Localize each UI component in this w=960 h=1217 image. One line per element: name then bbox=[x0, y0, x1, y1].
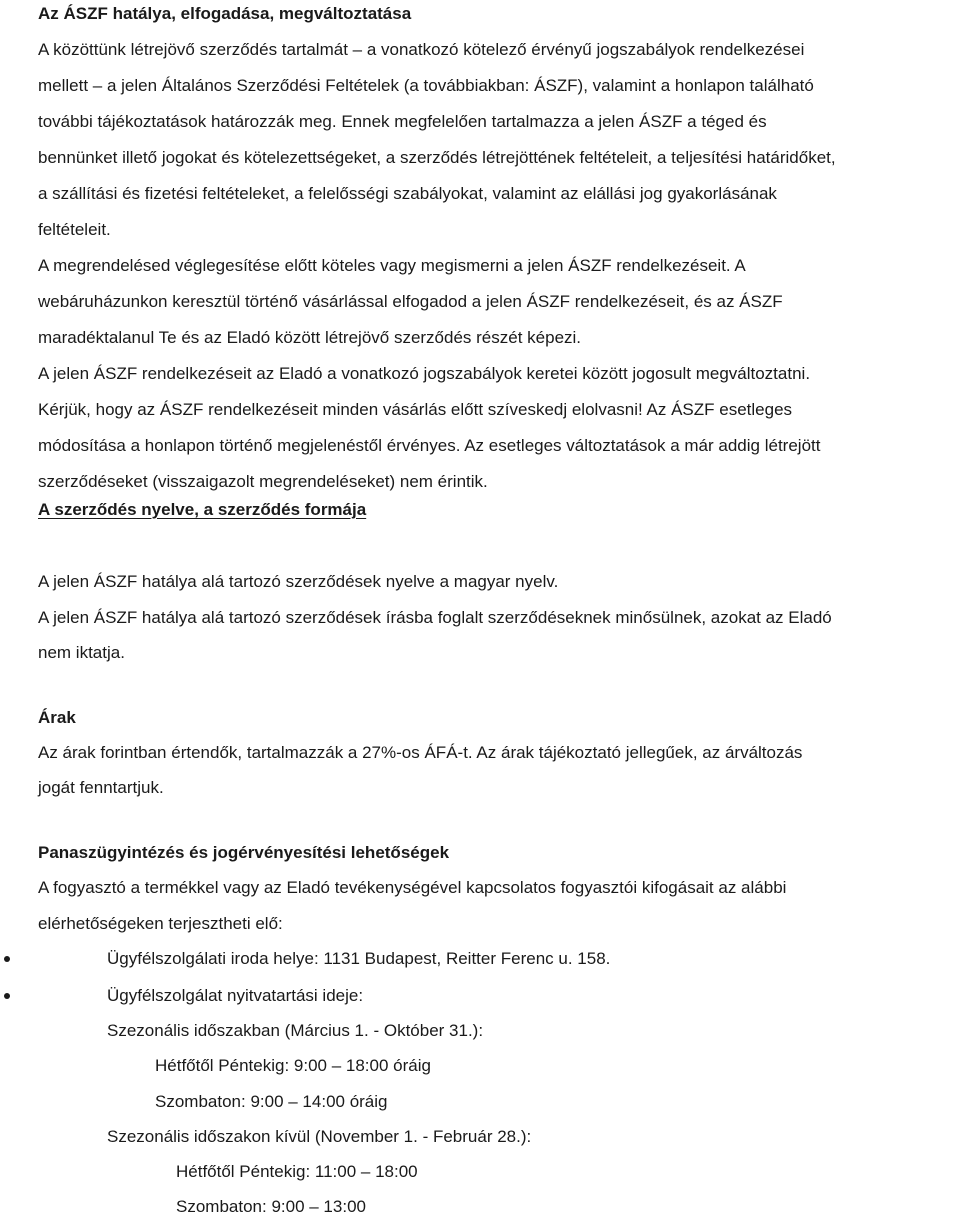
paragraph-line: elérhetőségeken terjesztheti elő: bbox=[38, 914, 283, 933]
list-item-opening-hours: Ügyfélszolgálat nyitvatartási ideje: bbox=[107, 986, 364, 1005]
paragraph-line: jogát fenntartjuk. bbox=[38, 778, 164, 797]
paragraph-line: a szállítási és fizetési feltételeket, a felelősségi szabályokat, valamint az elállási jog gyakorlásának bbox=[38, 184, 777, 203]
hours-weekdays: Hétfőtől Péntekig: 11:00 – 18:00 bbox=[176, 1162, 418, 1181]
section-heading-aszf-scope: Az ÁSZF hatálya, elfogadása, megváltoztatása bbox=[38, 4, 412, 23]
paragraph-line: bennünket illető jogokat és kötelezettségeket, a szerződés létrejöttének feltételeit, a teljesítési határidőket, bbox=[38, 148, 836, 167]
section-heading-prices: Árak bbox=[38, 708, 76, 727]
paragraph-line: Az árak forintban értendők, tartalmazzák a 27%-os ÁFÁ-t. Az árak tájékoztató jellegűek, az árváltozás bbox=[38, 743, 803, 762]
paragraph-line: A jelen ÁSZF hatálya alá tartozó szerződések írásba foglalt szerződéseknek minősülnek, azokat az Eladó bbox=[38, 608, 832, 627]
paragraph-line: webáruházunkon keresztül történő vásárlással elfogadod a jelen ÁSZF rendelkezéseit, és az ÁSZF bbox=[38, 292, 783, 311]
paragraph-line: nem iktatja. bbox=[38, 643, 125, 662]
paragraph-line: A fogyasztó a termékkel vagy az Eladó tevékenységével kapcsolatos fogyasztói kifogásait az alábbi bbox=[38, 878, 787, 897]
paragraph-line: további tájékoztatások határozzák meg. Ennek megfelelően tartalmazza a jelen ÁSZF a téged és bbox=[38, 112, 767, 131]
section-heading-contract-language: A szerződés nyelve, a szerződés formája bbox=[38, 500, 367, 519]
section-heading-complaints: Panaszügyintézés és jogérvényesítési lehetőségek bbox=[38, 843, 450, 862]
paragraph-line: A jelen ÁSZF hatálya alá tartozó szerződések nyelve a magyar nyelv. bbox=[38, 572, 559, 591]
hours-saturday: Szombaton: 9:00 – 14:00 óráig bbox=[155, 1092, 388, 1111]
bullet-icon bbox=[4, 993, 10, 999]
paragraph-line: A közöttünk létrejövő szerződés tartalmát – a vonatkozó kötelező érvényű jogszabályok rendelkezései bbox=[38, 40, 805, 59]
paragraph-line: feltételeit. bbox=[38, 220, 111, 239]
paragraph-line: módosítása a honlapon történő megjelenéstől érvényes. Az esetleges változtatások a már addig létrejött bbox=[38, 436, 821, 455]
season-label: Szezonális időszakon kívül (November 1. - Február 28.): bbox=[107, 1127, 532, 1146]
hours-saturday: Szombaton: 9:00 – 13:00 bbox=[176, 1197, 366, 1216]
paragraph-line: Kérjük, hogy az ÁSZF rendelkezéseit minden vásárlás előtt szíveskedj elolvasni! Az ÁSZF esetleges bbox=[38, 400, 793, 419]
paragraph-line: A jelen ÁSZF rendelkezéseit az Eladó a vonatkozó jogszabályok keretei között jogosult megváltoztatni. bbox=[38, 364, 811, 383]
season-label: Szezonális időszakban (Március 1. - Október 31.): bbox=[107, 1021, 484, 1040]
list-item-office-address: Ügyfélszolgálati iroda helye: 1131 Budapest, Reitter Ferenc u. 158. bbox=[107, 949, 611, 968]
bullet-icon bbox=[4, 956, 10, 962]
hours-weekdays: Hétfőtől Péntekig: 9:00 – 18:00 óráig bbox=[155, 1056, 431, 1075]
paragraph-line: A megrendelésed véglegesítése előtt köteles vagy megismerni a jelen ÁSZF rendelkezéseit. A bbox=[38, 256, 746, 275]
paragraph-line: szerződéseket (visszaigazolt megrendeléseket) nem érintik. bbox=[38, 472, 488, 491]
paragraph-line: maradéktalanul Te és az Eladó között létrejövő szerződés részét képezi. bbox=[38, 328, 582, 347]
paragraph-line: mellett – a jelen Általános Szerződési Feltételek (a továbbiakban: ÁSZF), valamint a honlapon található bbox=[38, 76, 814, 95]
